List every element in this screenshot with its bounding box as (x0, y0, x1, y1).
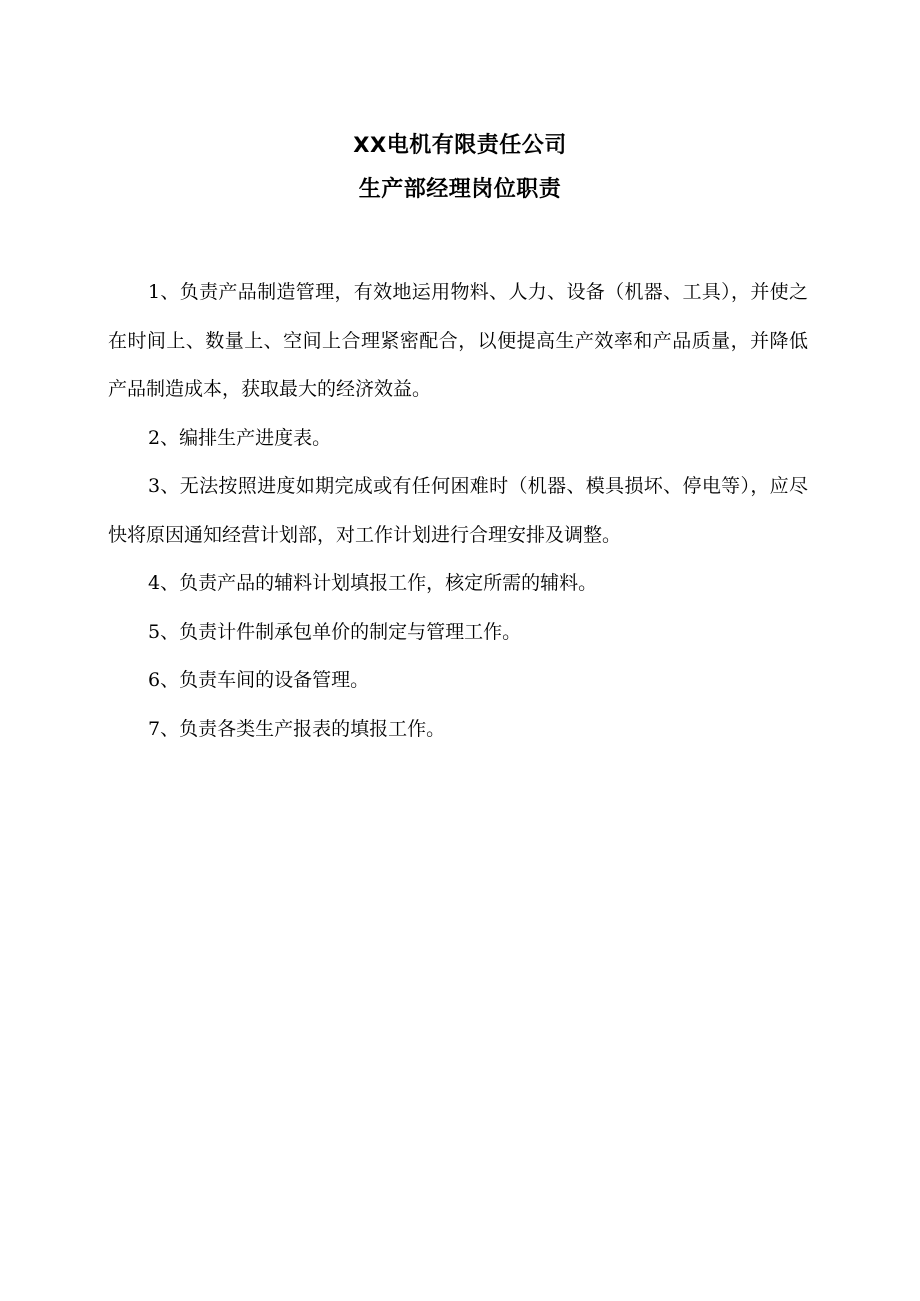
document-header (0, 128, 920, 206)
paragraph-2: 2、编排生产进度表。 (148, 426, 332, 449)
company-title (0, 128, 920, 162)
document-body (108, 268, 808, 753)
paragraph-7: 7、负责各类生产报表的填报工作。 (148, 717, 446, 740)
company-name: 电机有限责任公司 (386, 132, 567, 158)
document-title: 生产部经理岗位职责 (358, 176, 562, 202)
paragraph-4: 4、负责产品的辅料计划填报工作，核定所需的辅料。 (148, 572, 598, 594)
paragraph-3: 3、无法按照进度如期完成或有任何困难时（机器、模具损坏、停电等），应尽快将原因通知经营计划部，对工作计划进行合理安排及调整。 (108, 475, 808, 546)
paragraph-1: 1、负责产品制造管理，有效地运用物料、人力、设备（机器、工具），并使之在时间上、数量上、空间上合理紧密配合，以便提高生产效率和产品质量，并降低产品制造成本，获取最大的经济效益。 (108, 281, 808, 400)
company-prefix: XX (353, 133, 387, 157)
paragraph-6: 6、负责车间的设备管理。 (148, 669, 370, 691)
paragraph-5: 5、负责计件制承包单价的制定与管理工作。 (148, 620, 522, 643)
